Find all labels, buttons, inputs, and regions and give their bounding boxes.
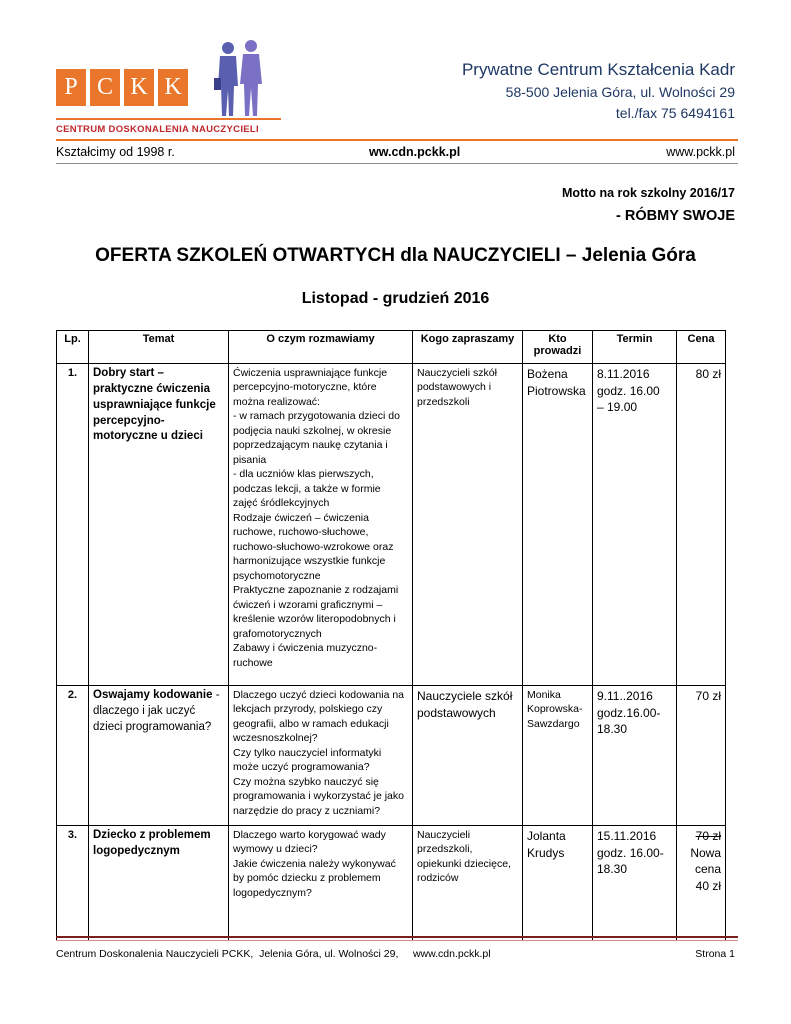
row-temat-title: Dobry start – praktyczne ćwiczenia usprawniające funkcje percepcyjno-motoryczne u dzieci: [93, 367, 216, 443]
page-subtitle: Listopad - grudzień 2016: [301, 290, 490, 307]
page-number: Strona 1: [695, 948, 735, 960]
row-date: 15.11.2016 godz. 16.00- 18.30: [593, 826, 677, 941]
offer-table: [56, 330, 726, 941]
logo-letter-c: C: [90, 69, 120, 106]
table-header-row: [57, 331, 726, 364]
col-header-about: O czym rozmawiamy: [229, 331, 413, 364]
org-address: 58-500 Jelenia Góra, ul. Wolności 29: [505, 84, 735, 100]
table-row: [57, 826, 726, 941]
row-lp: 1.: [57, 364, 89, 686]
col-header-who: Kto prowadzi: [523, 331, 593, 364]
row-audience: Nauczycieli przedszkoli, opiekunki dziecięce, rodziców: [413, 826, 523, 941]
row-who: Monika Koprowska-Sawzdargo: [523, 686, 593, 826]
table-row: [57, 686, 726, 826]
footer-divider-thin: [56, 940, 738, 941]
row-temat: [89, 686, 229, 826]
row-temat: [89, 364, 229, 686]
row-about: Ćwiczenia usprawniające funkcje percepcyjno-motoryczne, które można realizować: - w ramach przygotowania dzieci do podjęcia nauki szkolnej, w okresie poprzedzającym naukę czytania i pisania - dla uczniów klas pierwszych, podczas lekcji, a także w formie zajęć śródlekcyjnych Rodzaje ćwiczeń – ćwiczenia ruchowe, ruchowo-słuchowe, ruchowo-słuchowo-wzrokowe oraz harmonizujące wszystkie funkcje psychomotoryczne Praktyczne zapoznanie z rodzajami ćwiczeń i wzorami graficznymi – kreślenie wzorów literopodobnych i grafomotorycznych Zabawy i ćwiczenia muzyczno-ruchowe: [229, 364, 413, 686]
page-title: OFERTA SZKOLEŃ OTWARTYCH dla NAUCZYCIELI – Jelenia Góra: [95, 245, 696, 266]
since-text: Kształcimy od 1998 r.: [56, 145, 175, 159]
row-temat-title: Dziecko z problemem logopedycznym: [93, 829, 211, 857]
table-row: [57, 364, 726, 686]
header-divider: [56, 139, 738, 141]
motto-line1: Motto na rok szkolny 2016/17: [562, 186, 735, 200]
col-header-temat: Temat: [89, 331, 229, 364]
col-header-price: Cena: [677, 331, 726, 364]
logo-letter-k1: K: [124, 69, 154, 106]
row-about: Dlaczego warto korygować wady wymowy u dzieci? Jakie ćwiczenia należy wykonywać by pomóc dziecku z problemem logopedycznym?: [229, 826, 413, 941]
people-silhouette-icon: [206, 40, 281, 118]
footer-text: Centrum Doskonalenia Nauczycieli PCKK, Jelenia Góra, ul. Wolności 29, www.cdn.pckk.pl: [56, 948, 491, 960]
org-name: Prywatne Centrum Kształcenia Kadr: [461, 60, 735, 79]
logo-underline: [56, 118, 281, 120]
row-date: 8.11.2016 godz. 16.00 – 19.00: [593, 364, 677, 686]
row-date: 9.11..2016 godz.16.00- 18.30: [593, 686, 677, 826]
row-temat-title: Oswajamy kodowanie: [93, 689, 213, 701]
logo-letter-k2: K: [158, 69, 188, 106]
col-header-lp: Lp.: [57, 331, 89, 364]
pckk-link[interactable]: www.pckk.pl: [666, 145, 735, 159]
row-temat: [89, 826, 229, 941]
row-about: Dlaczego uczyć dzieci kodowania na lekcjach przyrody, polskiego czy geografii, albo w ramach edukacji wczesnoszkolnej? Czy tylko nauczyciel informatyki może uczyć programowania? Czy można szybko nauczyć się programowania i wykorzystać je jako narzędzie do pracy z uczniami?: [229, 686, 413, 826]
footer-divider: [56, 936, 738, 938]
row-who: Jolanta Krudys: [523, 826, 593, 941]
row-who: Bożena Piotrowska: [523, 364, 593, 686]
row-temat-subtitle: - dlaczego i jak uczyć dzieci programowania?: [93, 689, 220, 733]
row-price: 80 zł: [677, 364, 726, 686]
row-price-old: 70 zł: [695, 829, 721, 843]
logo-letter-p: P: [56, 69, 86, 106]
row-lp: 2.: [57, 686, 89, 826]
row-audience: Nauczycieli szkół podstawowych i przedszkoli: [413, 364, 523, 686]
row-price: 70 zł: [677, 686, 726, 826]
row-audience: Nauczyciele szkół podstawowych: [413, 686, 523, 826]
logo-subtitle: CENTRUM DOSKONALENIA NAUCZYCIELI: [56, 124, 259, 135]
row-price-new: Nowa cena 40 zł: [690, 845, 721, 893]
motto-line2: - RÓBMY SWOJE: [616, 208, 735, 224]
row-lp: 3.: [57, 826, 89, 941]
cdn-link[interactable]: ww.cdn.pckk.pl: [369, 145, 461, 159]
row-price: [677, 826, 726, 941]
org-phone: tel./fax 75 6494161: [615, 105, 735, 121]
subheader-divider: [56, 163, 738, 164]
col-header-date: Termin: [593, 331, 677, 364]
col-header-audience: Kogo zapraszamy: [413, 331, 523, 364]
